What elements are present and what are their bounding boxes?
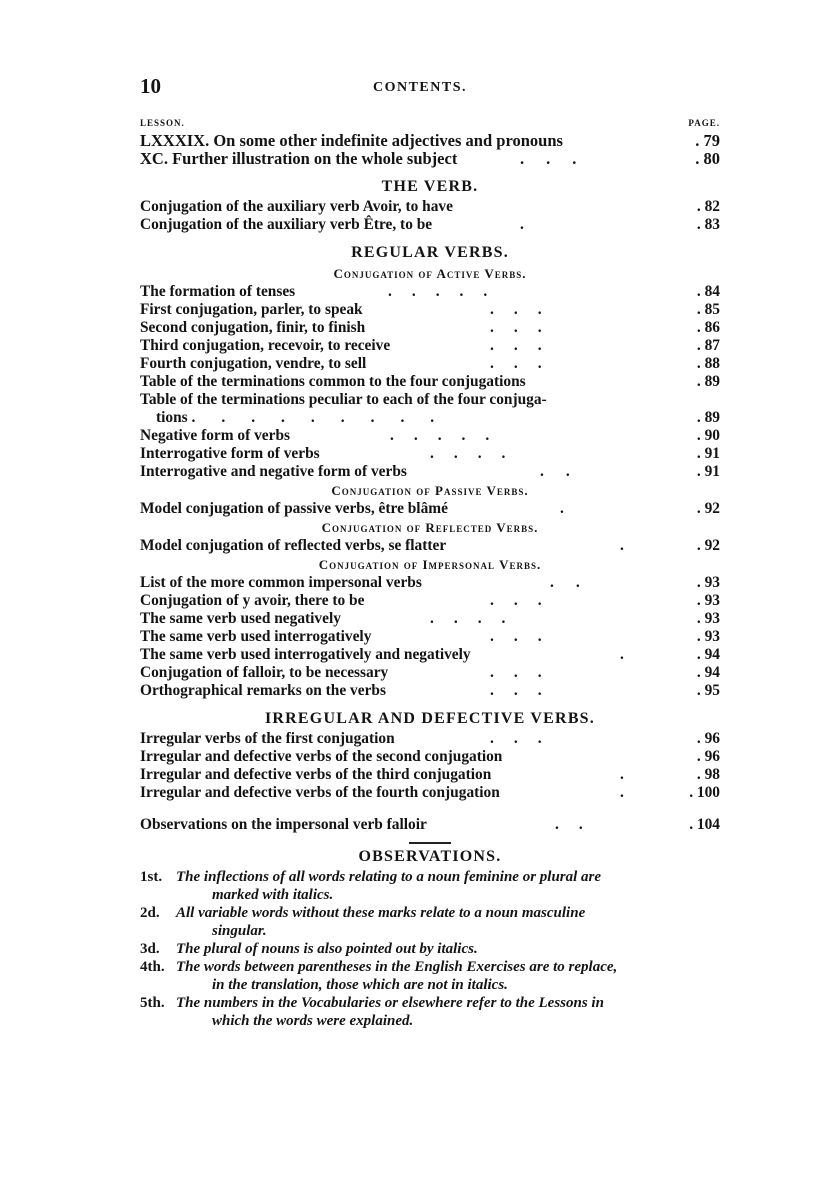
observation-note: 4th. The words between parentheses in the English Exercises are to replace, in the translation, those which are not in italics. [140,959,618,993]
note-number: 1st. [140,869,163,885]
toc-entry-text: Irregular and defective verbs of the fourth conjugation [140,784,500,801]
toc-entry-page: . 96 [696,730,720,747]
toc-entry-text: Negative form of verbs [140,427,291,444]
toc-entry [140,198,720,216]
toc-entry-page: . 92 [696,537,720,554]
toc-entry-page: . 96 [696,748,720,765]
toc-entry-page: . 85 [696,301,720,318]
toc-entry-text-continued: tions ......... [156,409,461,426]
leader-dots: ... [490,664,562,681]
toc-entry-text: Second conjugation, finir, to finish [140,319,366,336]
toc-entry [140,283,720,301]
toc-entry [140,500,720,518]
page-number: 10 [140,74,161,98]
toc-entry-page: . 91 [696,463,720,480]
toc-entry-page: . 84 [696,283,720,300]
toc-entry [140,301,720,319]
lesson-number: LXXXIX. [140,131,210,150]
leader-dots: ..... [388,283,508,300]
toc-entry [140,373,720,391]
lesson-number: XC. [140,149,168,168]
toc-entry [140,427,720,445]
leader-dots: ... [490,628,562,645]
leader-dots: ... [520,149,599,168]
toc-entry-text: List of the more common impersonal verbs [140,574,422,591]
toc-entry [140,730,720,748]
toc-entry [140,646,720,664]
toc-entry-text: Table of the terminations common to the four conjugations [140,373,526,390]
leader-dots: ... [490,301,562,318]
observation-note: 1st. The inflections of all words relating to a noun feminine or plural are marked with italics. [140,869,602,903]
toc-entry-text: First conjugation, parler, to speak [140,301,363,318]
toc-entry-text: Conjugation of falloir, to be necessary [140,664,389,681]
toc-entry-text: Fourth conjugation, vendre, to sell [140,355,367,372]
column-labels [140,118,720,132]
section-heading: OBSERVATIONS. [358,848,502,865]
toc-entry-text: Irregular and defective verbs of the third conjugation [140,766,492,783]
section-divider [409,842,451,844]
toc-entry-text: Irregular verbs of the first conjugation [140,730,395,747]
subsection-heading: Conjugation of Impersonal Verbs. [318,557,542,572]
observation-note: 5th. The numbers in the Vocabularies or elsewhere refer to the Lessons in which the words were explained. [140,995,604,1029]
toc-entry-page: . 93 [696,628,720,645]
toc-entry [140,748,720,766]
note-number: 2d. [140,905,160,921]
leader-dots: .. [555,816,603,833]
subsection-heading: Conjugation of Reflected Verbs. [321,520,539,535]
toc-entry [140,682,720,700]
toc-entry-page: . 87 [696,337,720,354]
leader-dots: .... [430,445,526,462]
toc-entry-page: . 94 [696,646,720,663]
observation-note: 3d. The plural of nouns is also pointed out by italics. [140,941,478,957]
leader-dots: .... [430,610,526,627]
section-heading: REGULAR VERBS. [351,244,509,261]
toc-entry-text: Conjugation of the auxiliary verb Avoir, to have [140,198,453,215]
toc-entry-page: . 93 [696,610,720,627]
toc-entry-page: . 83 [696,216,720,233]
leader-dots: ... [490,355,562,372]
page-label: PAGE. [688,118,720,128]
toc-entry-text: Orthographical remarks on the verbs [140,682,386,699]
leader-dots: ... [490,592,562,609]
subsection-heading: Conjugation of Passive Verbs. [331,483,529,498]
toc-entry-page: . 90 [696,427,720,444]
toc-entry [140,610,720,628]
toc-entry-text: XC. Further illustration on the whole subject [140,149,458,168]
toc-entry-page: . 93 [696,574,720,591]
leader-dots: ... [490,319,562,336]
toc-entry [140,355,720,373]
contents-column [140,118,720,1030]
toc-entry-page: . 91 [696,445,720,462]
toc-entry-text: LXXXIX. On some other indefinite adjectives and pronouns [140,131,563,150]
toc-entry [140,150,720,168]
section-heading: IRREGULAR AND DEFECTIVE VERBS. [265,710,595,727]
leader-dots: . [620,784,646,801]
toc-entry-page: . 89 [696,373,720,390]
toc-entry-page: . 92 [696,500,720,517]
toc-entry-page: . 94 [696,664,720,681]
toc-entry-text: Table of the terminations peculiar to each of the four conjuga- [140,391,547,408]
leader-dots: . [520,216,546,233]
toc-entry-text: Interrogative form of verbs [140,445,320,462]
subsection-heading: Conjugation of Active Verbs. [333,266,527,281]
running-title: CONTENTS. [372,80,468,95]
toc-entry [140,784,720,802]
toc-entry-text: The same verb used interrogatively [140,628,372,645]
leader-dots: . [620,537,646,554]
toc-entry-text: The same verb used negatively [140,610,341,627]
leader-dots: .. [550,574,602,591]
toc-entry [140,664,720,682]
toc-entry-text: Conjugation of the auxiliary verb Être, to be [140,216,433,233]
toc-entry-page: . 82 [696,198,720,215]
toc-entry [140,319,720,337]
toc-entry [140,816,720,834]
toc-entry [140,216,720,234]
section-heading: THE VERB. [381,178,479,195]
toc-entry [140,537,720,555]
toc-entry-wrapped [140,391,720,427]
toc-entry-page: . 89 [696,409,720,426]
leader-dots: ... [490,337,562,354]
toc-entry-page: . 93 [696,592,720,609]
toc-entry-text: The same verb used interrogatively and negatively [140,646,471,663]
toc-entry [140,337,720,355]
leader-dots: ... [490,682,562,699]
toc-entry-text: The formation of tenses [140,283,296,300]
toc-entry [140,132,720,150]
note-number: 3d. [140,941,160,957]
leader-dots: . [620,646,646,663]
note-number: 5th. [140,995,165,1011]
observation-note: 2d. All variable words without these marks relate to a noun masculine singular. [140,905,586,939]
toc-entry-page: . 80 [695,149,720,168]
toc-entry-text: Interrogative and negative form of verbs [140,463,407,480]
toc-entry-page: . 98 [696,766,720,783]
toc-entry [140,445,720,463]
toc-entry-text: Conjugation of y avoir, there to be [140,592,365,609]
toc-entry-page: . 95 [696,682,720,699]
toc-entry [140,628,720,646]
toc-entry-text: Third conjugation, recevoir, to receive [140,337,391,354]
leader-dots: ..... [390,427,510,444]
leader-dots: .. [540,463,592,480]
toc-entry [140,574,720,592]
toc-entry-page: . 100 [689,784,720,801]
toc-entry-page: . 79 [695,131,720,150]
toc-entry-page: . 88 [696,355,720,372]
leader-dots: ... [490,730,562,747]
toc-entry-text: Irregular and defective verbs of the second conjugation [140,748,503,765]
toc-entry [140,592,720,610]
toc-entry-page: . 86 [696,319,720,336]
toc-entry-text: Observations on the impersonal verb falloir [140,816,427,833]
toc-entry-text: Model conjugation of reflected verbs, se flatter [140,537,447,554]
toc-entry-page: . 104 [689,816,720,833]
toc-entry [140,766,720,784]
lesson-label: LESSON. [140,118,185,128]
leader-dots: . [560,500,586,517]
note-number: 4th. [140,959,165,975]
toc-entry [140,463,720,481]
leader-dots: . [620,766,646,783]
toc-entry-text: Model conjugation of passive verbs, être blâmé [140,500,448,517]
